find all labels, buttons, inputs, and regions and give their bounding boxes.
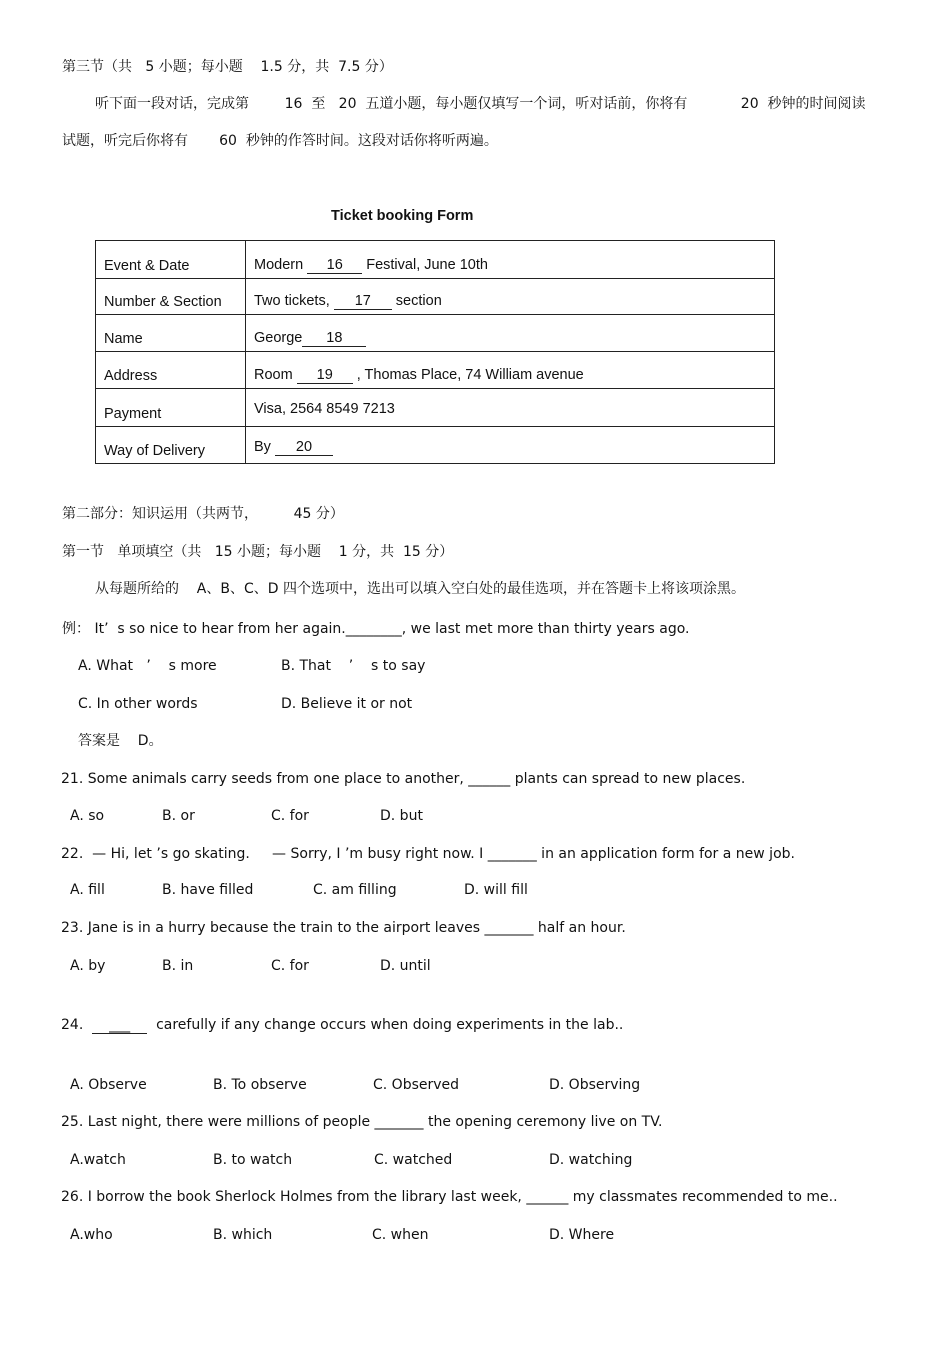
option-d: D. until [380,958,431,974]
form-value [246,389,775,427]
answer-blank-17: 17 [334,294,392,310]
value-before: Modern [254,257,308,273]
value-before: George [254,330,303,346]
option-d: D. watching [549,1152,633,1168]
listening-section-title: 第三节（共 5 小题；每小题 1.5 分，共 7.5 分） [62,59,393,75]
form-label: Number & Section [96,279,246,315]
form-title: Ticket booking Form [331,208,474,224]
option-c: C. when [372,1227,429,1243]
option-a: A.watch [70,1152,126,1168]
question-stem: 22. — Hi, let ’s go skating. — Sorry, I ’m busy right now. I _______ in an application form for a new job. [61,846,795,862]
form-value [246,427,775,464]
option-a: A. so [70,808,105,824]
question-text: carefully if any change occurs when doing experiments in the lab.. [147,1017,624,1033]
option-c: C. for [271,958,309,974]
example-answer: 答案是 D。 [78,733,163,749]
option-d: D. Observing [549,1077,641,1093]
answer-blank-20: 20 [275,440,333,456]
option-c: C. for [271,808,309,824]
value-after: , Thomas Place, 74 William avenue [352,367,584,383]
example-option-c: C. In other words [78,696,198,712]
question-stem: 21. Some animals carry seeds from one place to another, ______ plants can spread to new places. [61,771,746,787]
value-before: Two tickets, [254,293,334,309]
option-b: B. which [213,1227,273,1243]
question-number: 24. [61,1017,93,1033]
example-option-a: A. What ’ s more [78,658,217,674]
form-row-name [96,315,775,352]
option-c: C. am filling [313,882,397,898]
value-before: Room [254,367,297,383]
option-c: C. Observed [373,1077,460,1093]
answer-blank-18: 18 [302,331,366,347]
form-label: Address [96,352,246,389]
question-stem: 23. Jane is in a hurry because the train to the airport leaves _______ half an hour. [61,920,626,936]
ticket-booking-form [95,240,775,464]
listening-instruction-line1: 听下面一段对话，完成第 16 至 20 五道小题，每小题仅填写一个词，听对话前，你将有 20 秒钟的时间阅读 [95,96,866,112]
form-value [246,241,775,279]
option-b: B. or [162,808,195,824]
answer-blank-16: 16 [307,258,362,274]
form-row-event [96,241,775,279]
option-c: C. watched [374,1152,453,1168]
option-d: D. Where [549,1227,615,1243]
option-b: B. To observe [213,1077,307,1093]
question-stem: 25. Last night, there were millions of people _______ the opening ceremony live on TV. [61,1114,663,1130]
option-b: B. in [162,958,194,974]
form-label: Way of Delivery [96,427,246,464]
example-question: 例： It’ s so nice to hear from her again.________, we last met more than thirty years ago. [62,621,690,637]
listening-instruction-line2: 试题，听完后你将有 60 秒钟的作答时间。这段对话你将听两遍。 [62,133,498,149]
option-d: D. will fill [464,882,528,898]
form-label: Payment [96,389,246,427]
form-label: Name [96,315,246,352]
value-after: section [391,293,442,309]
form-row-address [96,352,775,389]
form-value [246,352,775,389]
option-a: A. fill [70,882,105,898]
form-row-section [96,279,775,315]
option-d: D. but [380,808,423,824]
option-b: B. have filled [162,882,254,898]
example-option-d: D. Believe it or not [281,696,413,712]
form-row-payment [96,389,775,427]
option-a: A.who [70,1227,113,1243]
part2-section1-title: 第一节 单项填空（共 15 小题；每小题 1 分，共 15 分） [62,544,454,560]
value-before: Visa, 2564 8549 7213 [254,401,395,417]
part2-title: 第二部分：知识运用（共两节， 45 分） [62,506,344,522]
form-label: Event & Date [96,241,246,279]
question-stem [61,1016,623,1034]
example-option-b: B. That ’ s to say [281,658,426,674]
form-value [246,315,775,352]
answer-blank-19: 19 [297,368,353,384]
part2-instruction: 从每题所给的 A、B、C、D 四个选项中，选出可以填入空白处的最佳选项，并在答题卡上将该项涂黑。 [95,581,745,597]
form-value [246,279,775,315]
option-a: A. Observe [70,1077,147,1093]
value-before: By [254,439,275,455]
value-after: Festival, June 10th [362,257,488,273]
question-stem: 26. I borrow the book Sherlock Holmes from the library last week, ______ my classmates recommended to me.. [61,1189,838,1205]
option-a: A. by [70,958,106,974]
form-row-delivery [96,427,775,464]
option-b: B. to watch [213,1152,293,1168]
answer-blank: ___ [92,1018,147,1034]
